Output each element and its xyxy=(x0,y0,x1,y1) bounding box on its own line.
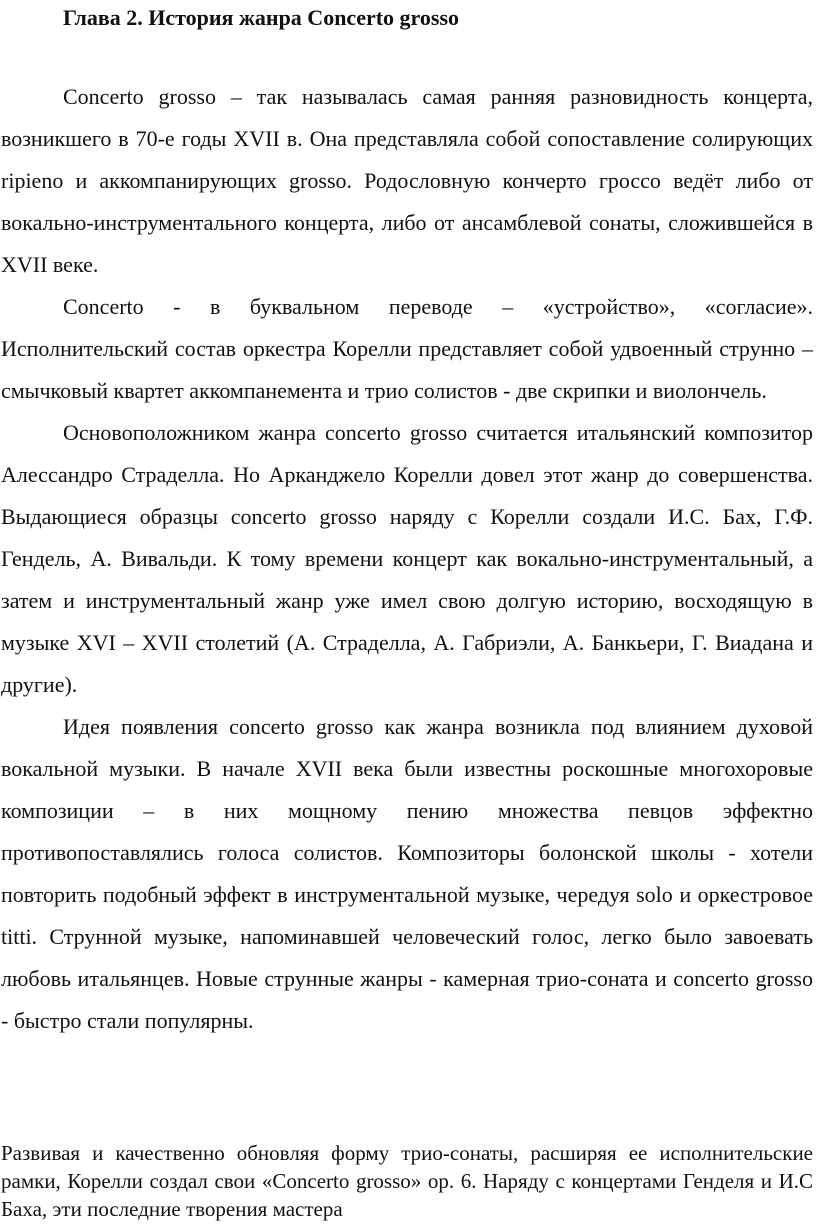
paragraph-1: Concerto grosso – так называлась самая ранняя разновидность концерта, возникшего в 70-е годы XVII в. Она представляла собой сопоставление солирующих ripieno и аккомпанирующих grosso. Родословную кончерто гроссо ведёт либо от вокально-инструментального концерта, либо от ансамблевой сонаты, сложившейся в XVII веке. xyxy=(1,84,813,277)
paragraph-5: Развивая и качественно обновляя форму трио-сонаты, расширяя ее исполнительские рамки, Корелли создал свои «Concerto grosso» ор. 6. Наряду с концертами Генделя и И.С Баха, эти последние творения мастера xyxy=(1,1141,813,1221)
paragraph-3: Основоположником жанра concerto grosso считается итальянский композитор Алессандро Страделла. Но Арканджело Корелли довел этот жанр до совершенства. Выдающиеся образцы concerto grosso наряду с Корелли создали И.С. Бах, Г.Ф. Гендель, А. Вивальди. К тому времени концерт как вокально-инструментальный, а затем и инструментальный жанр уже имел свою долгую историю, восходящую в музыке XVI – XVII столетий (А. Страделла, А. Габриэли, А. Банкьери, Г. Виадана и другие). xyxy=(1,420,813,697)
tail-text xyxy=(1,1139,813,1223)
main-text xyxy=(1,76,813,1042)
chapter-heading: Глава 2. История жанра Concerto grosso xyxy=(63,5,460,30)
paragraph-2: Concerto - в буквальном переводе – «устройство», «согласие». Исполнительский состав оркестра Корелли представляет собой удвоенный струнно – смычковый квартет аккомпанемента и трио солистов - две скрипки и виолончель. xyxy=(1,294,813,403)
paragraph-4: Идея появления concerto grosso как жанра возникла под влиянием духовой вокальной музыки. В начале XVII века были известны роскошные многохоровые композиции – в них мощному пению множества певцов эффектно противопоставлялись голоса солистов. Композиторы болонской школы - хотели повторить подобный эффект в инструментальной музыке, чередуя solo и оркестровое titti. Струнной музыке, напоминавшей человеческий голос, легко было завоевать любовь итальянцев. Новые струнные жанры - камерная трио-соната и concerto grosso - быстро стали популярны. xyxy=(1,714,813,1033)
